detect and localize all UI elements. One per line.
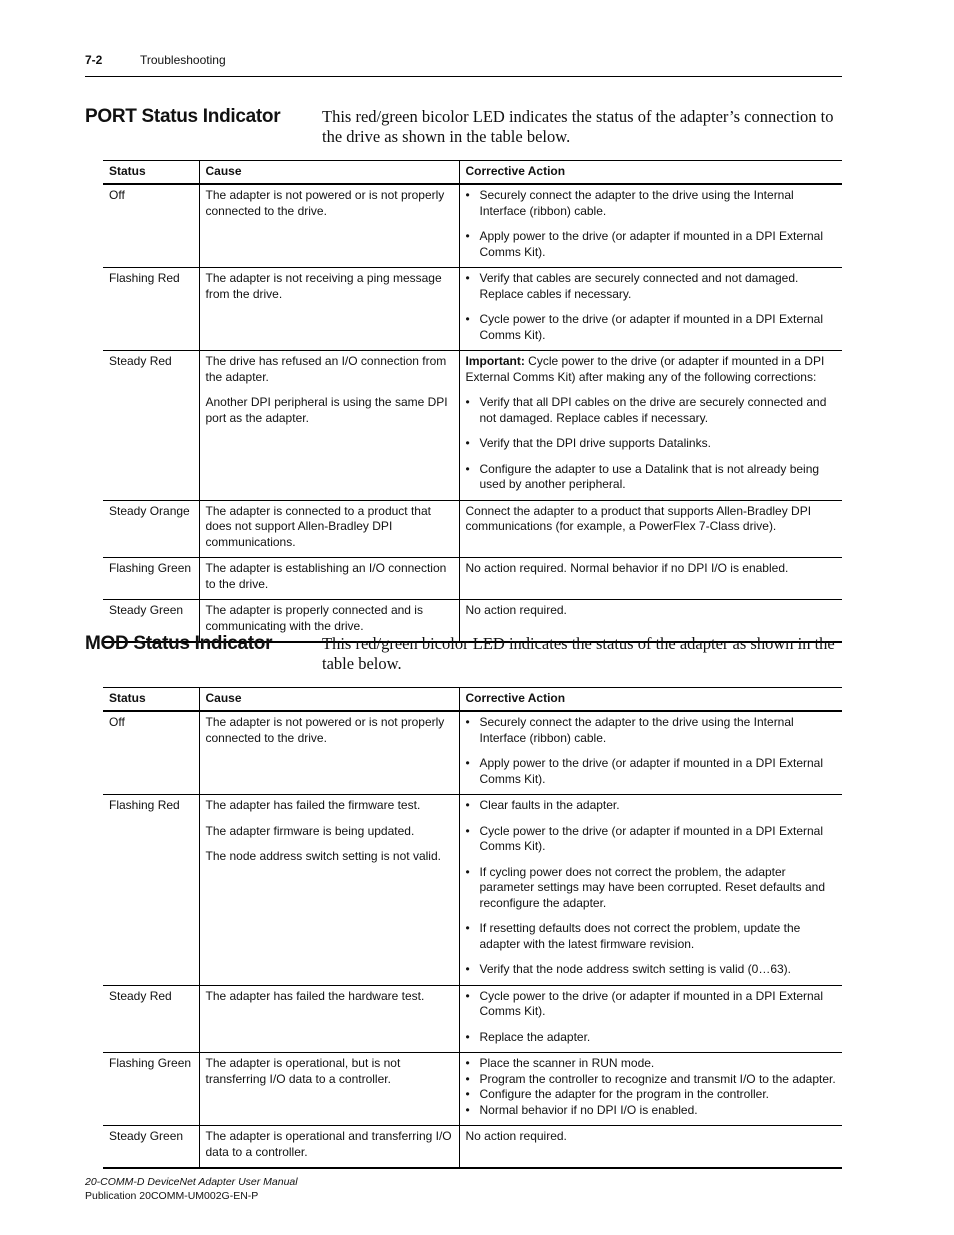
action-list [466,1056,837,1118]
cause-text: The adapter is connected to a product that does not support Allen-Bradley DPI communications. [205,503,431,549]
action-list [466,798,837,978]
corrective-action-cell [459,500,842,558]
table-row [103,268,842,351]
corrective-action-cell [459,184,842,268]
corrective-action-cell [459,351,842,501]
action-item: • Verify that the DPI drive supports Datalinks. [466,436,837,452]
cause-text: The adapter firmware is being updated. [205,823,415,838]
action-text: No action required. Normal behavior if no DPI I/O is enabled. [465,561,789,575]
status-cell: Steady Red [103,985,199,1053]
page-number: 7-2 [85,53,103,67]
cause-text: The adapter is operational and transferring I/O data to a controller. [205,1129,452,1159]
action-item: • Replace the adapter. [466,1030,837,1046]
port-section-title: PORT Status Indicator [85,106,281,127]
corrective-action-cell [459,1053,842,1126]
column-header-status: Status [103,161,199,185]
cause-text: The adapter is not powered or is not properly connected to the drive. [205,188,445,218]
cause-text: The adapter is not powered or is not properly connected to the drive. [205,715,445,745]
cause-cell [199,558,459,600]
cause-cell [199,184,459,268]
cause-text: The drive has refused an I/O connection from the adapter. [205,354,447,384]
table-row [103,558,842,600]
action-item: • Cycle power to the drive (or adapter if mounted in a DPI External Comms Kit). [466,989,837,1020]
column-header-corrective-action: Corrective Action [459,688,842,712]
mod-section-intro: This red/green bicolor LED indicates the status of the adapter as shown in the table below. [322,634,835,673]
cause-text: Another DPI peripheral is using the same DPI port as the adapter. [205,395,448,425]
table-header-row [103,161,842,185]
action-item: • Apply power to the drive (or adapter if mounted in a DPI External Comms Kit). [466,229,837,260]
status-cell: Steady Orange [103,500,199,558]
action-item: • If cycling power does not correct the problem, the adapter parameter settings may have been corrupted. Reset defaults and reconfigure the adapter. [466,865,837,912]
port-section-intro: This red/green bicolor LED indicates the status of the adapter’s connection to the drive as shown in the table below. [322,107,834,146]
status-cell: Flashing Red [103,268,199,351]
action-text: No action required. [465,1129,567,1143]
action-item: • Apply power to the drive (or adapter if mounted in a DPI External Comms Kit). [466,756,837,787]
action-item: • Cycle power to the drive (or adapter if mounted in a DPI External Comms Kit). [466,312,837,343]
corrective-action-cell [459,268,842,351]
status-cell: Steady Red [103,351,199,501]
table-row [103,500,842,558]
cause-cell [199,500,459,558]
page-header [85,52,842,77]
corrective-action-cell [459,711,842,795]
status-cell: Off [103,184,199,268]
cause-text: The node address switch setting is not valid. [205,849,441,863]
action-item: • Verify that cables are securely connected and not damaged. Replace cables if necessary. [466,271,837,302]
chapter-title: Troubleshooting [140,53,226,67]
action-item: • Securely connect the adapter to the drive using the Internal Interface (ribbon) cable. [466,188,837,219]
footer-manual-title: 20-COMM-D DeviceNet Adapter User Manual [85,1176,298,1188]
status-cell: Off [103,711,199,795]
action-item: • Normal behavior if no DPI I/O is enabled. [466,1103,837,1119]
action-text: No action required. [465,603,567,617]
action-item: • Clear faults in the adapter. [466,798,837,814]
table-row [103,711,842,795]
corrective-action-cell [459,795,842,986]
column-header-cause: Cause [199,688,459,712]
action-item: • Configure the adapter to use a Datalink that is not already being used by another peripheral. [466,462,837,493]
table-header-row [103,688,842,712]
corrective-action-cell [459,1126,842,1169]
action-text: Connect the adapter to a product that supports Allen-Bradley DPI communications (for example, a PowerFlex 7-Class drive). [465,503,812,533]
action-list [466,395,837,493]
status-cell: Flashing Green [103,1053,199,1126]
mod-section-title: MOD Status Indicator [85,633,273,654]
action-item: • Configure the adapter for the program in the controller. [466,1087,837,1103]
cause-text: The adapter is not receiving a ping message from the drive. [205,271,442,301]
column-header-corrective-action: Corrective Action [459,161,842,185]
cause-cell [199,711,459,795]
action-item: • Program the controller to recognize and transmit I/O to the adapter. [466,1072,837,1088]
action-list [466,188,837,260]
cause-text: The adapter is establishing an I/O connection to the drive. [205,561,447,591]
column-header-status: Status [103,688,199,712]
corrective-action-cell [459,558,842,600]
cause-cell [199,268,459,351]
action-item: • Verify that all DPI cables on the drive are securely connected and not damaged. Replace cables if necessary. [466,395,837,426]
important-text: Cycle power to the drive (or adapter if mounted in a DPI External Comms Kit) after making any of the following corrections: [465,354,825,384]
action-item: • If resetting defaults does not correct the problem, update the adapter with the latest firmware revision. [466,921,837,952]
port-status-table [103,160,842,643]
action-list [466,271,837,343]
status-cell: Steady Green [103,600,199,643]
column-header-cause: Cause [199,161,459,185]
corrective-action-cell [459,985,842,1053]
important-note [466,354,837,385]
action-list [466,715,837,787]
cause-text: The adapter is properly connected and is communicating with the drive. [205,603,423,633]
action-item: • Securely connect the adapter to the drive using the Internal Interface (ribbon) cable. [466,715,837,746]
cause-cell [199,1126,459,1169]
table-row [103,795,842,986]
status-cell: Flashing Green [103,558,199,600]
action-item: • Cycle power to the drive (or adapter if mounted in a DPI External Comms Kit). [466,824,837,855]
cause-text: The adapter has failed the firmware test. [205,798,421,812]
cause-cell [199,351,459,501]
table-row [103,985,842,1053]
action-item: • Place the scanner in RUN mode. [466,1056,837,1072]
action-item: • Verify that the node address switch setting is valid (0…63). [466,962,837,978]
status-cell: Steady Green [103,1126,199,1169]
footer-publication-number: Publication 20COMM-UM002G-EN-P [85,1190,259,1202]
table-row [103,1126,842,1169]
status-cell: Flashing Red [103,795,199,986]
important-label: Important: [465,354,525,368]
cause-cell [199,1053,459,1126]
cause-text: The adapter has failed the hardware test. [205,988,425,1003]
table-row [103,1053,842,1126]
cause-text: The adapter is operational, but is not transferring I/O data to a controller. [205,1056,401,1086]
cause-cell [199,795,459,986]
mod-status-table [103,687,842,1169]
cause-cell [199,985,459,1053]
table-row [103,184,842,268]
table-row [103,351,842,501]
action-list [466,989,837,1046]
page-footer [85,1175,298,1203]
